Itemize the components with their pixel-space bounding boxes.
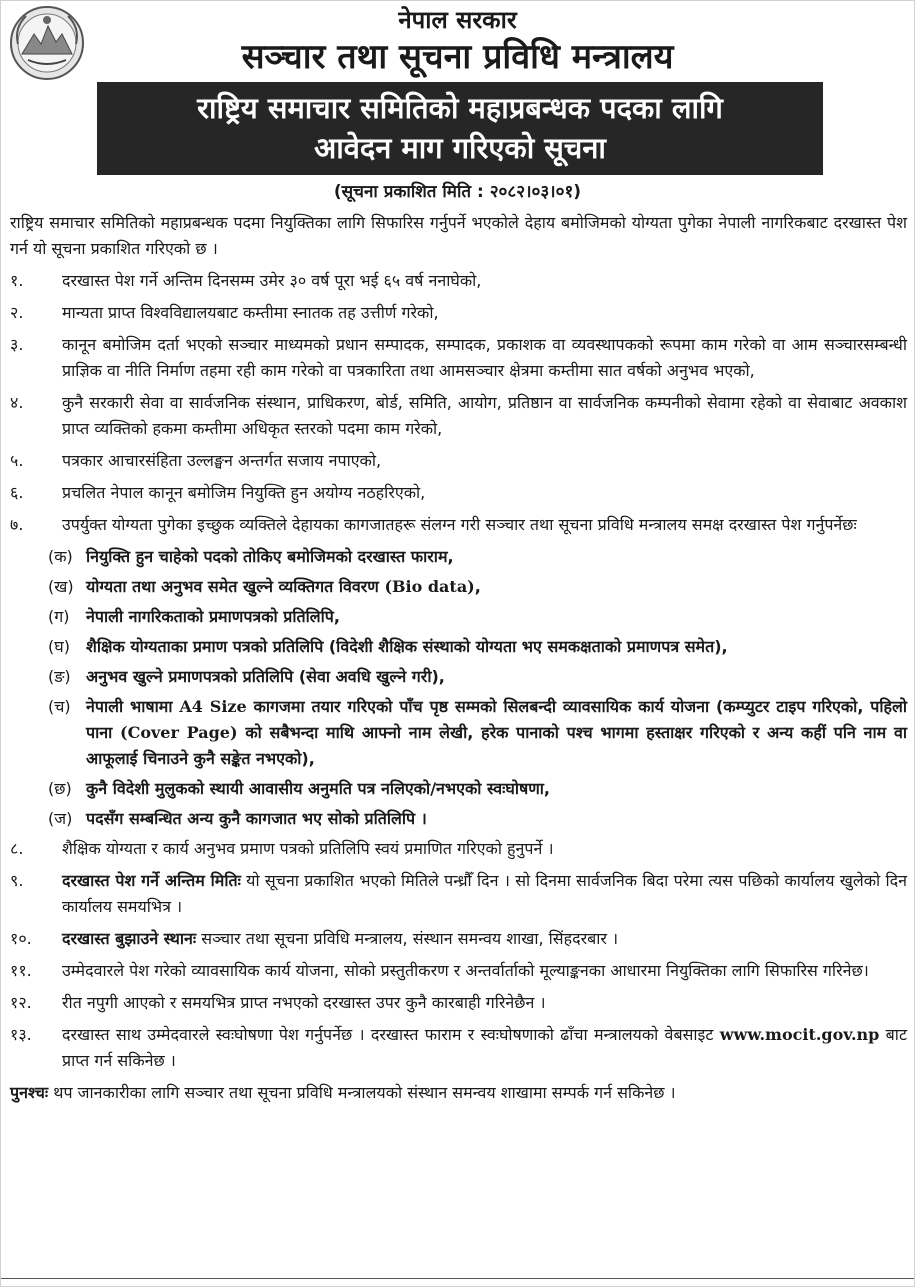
- item-number: ६.: [10, 483, 24, 502]
- item-number: १.: [10, 271, 24, 290]
- item-number: १२.: [10, 993, 32, 1012]
- item-text: [62, 868, 907, 920]
- government-title: नेपाल सरकार: [398, 6, 517, 34]
- sub-item-text: कुनै विदेशी मुलुकको स्थायी आवासीय अनुमति पत्र नलिएको/नभएको स्वःघोषणा,: [86, 779, 551, 798]
- list-item: [10, 926, 907, 952]
- sub-item-number: (घ): [48, 637, 70, 656]
- footnote-text: थप जानकारीका लागि सञ्चार तथा सूचना प्रविधि मन्त्रालयको संस्थान समन्वय शाखामा सम्पर्क गर्न सकिनेछ ।: [48, 1083, 676, 1102]
- list-item: [10, 448, 907, 474]
- footnote: [10, 1080, 907, 1106]
- list-item: [10, 300, 907, 326]
- bottom-divider: [0, 1278, 915, 1279]
- item-number: ९.: [10, 871, 24, 890]
- list-item: [10, 332, 907, 384]
- item-text-part: दरखास्त साथ उम्मेदवारले स्वःघोषणा पेश गर्नुपर्नेछ । दरखास्त फाराम र स्वःघोषणाको ढाँचा मन्त्रालयको वेबसाइट: [62, 1025, 720, 1044]
- sub-item-text: [86, 664, 907, 690]
- intro-paragraph: राष्ट्रिय समाचार समितिको महाप्रबन्धक पदमा नियुक्तिका लागि सिफारिस गर्नुपर्ने भएकोले देहाय बमोजिमको योग्यता पुगेका नेपाली नागरिकबाट दरखास्त पेश गर्न यो सूचना प्रकाशित गरिएको छ ।: [10, 213, 907, 258]
- sub-item-number: (क): [48, 547, 73, 566]
- item-text: रीत नपुगी आएको र समयभित्र प्राप्त नभएको दरखास्त उपर कुनै कारबाही गरिनेछैन ।: [62, 993, 546, 1012]
- sub-item-ja: [10, 806, 907, 832]
- sub-item-text: नियुक्ति हुन चाहेको पदको तोकिए बमोजिमको दरखास्त फाराम,: [86, 547, 454, 566]
- sub-item-number: (छ): [48, 779, 72, 798]
- list-item: [10, 480, 907, 506]
- bio-data-term: (Bio data): [384, 577, 475, 596]
- sub-item-text: नेपाली नागरिकताको प्रमाणपत्रको प्रतिलिपि,: [86, 607, 340, 626]
- ministry-title: सञ्चार तथा सूचना प्रविधि मन्त्रालय: [241, 37, 674, 77]
- sub-item-text-part: कागजमा तयार गरिएको पाँच पृष्ठ सम्मको सिलबन्दी व्यावसायिक कार्य योजना: [246, 697, 710, 716]
- item-text-part: यो सूचना प्रकाशित भएको मितिले पन्ध्रौँ दिन । सो दिनमा सार्वजनिक बिदा परेमा त्यस पछिको कार्यालय खुलेको दिन कार्यालय समयभित्र ।: [62, 871, 908, 916]
- sub-item-text: [86, 634, 907, 660]
- item-number: ७.: [10, 515, 24, 534]
- sub-item-ka: [10, 544, 907, 570]
- item-number: १३.: [10, 1025, 32, 1044]
- item-text: पत्रकार आचारसंहिता उल्लङ्घन अन्तर्गत सजाय नपाएको,: [62, 451, 382, 470]
- sub-item-text-part: को सबैभन्दा माथि आफ्नो नाम लेखी, हरेक पानाको पश्च भागमा हस्ताक्षर गरिएको र अन्य कहीं पनि नाम वा आफूलाई चिनाउने कुनै सङ्केत नभएको),: [86, 723, 907, 768]
- item-text: उपर्युक्त योग्यता पुगेका इच्छुक व्यक्तिले देहायका कागजातहरू संलग्न गरी सञ्चार तथा सूचना प्रविधि मन्त्रालय समक्ष दरखास्त पेश गर्नुपर्नेछः: [62, 515, 857, 534]
- sub-item-text-part: नेपाली भाषामा: [86, 697, 180, 716]
- item-text: [62, 1022, 907, 1074]
- sub-item-number: (ख): [48, 577, 74, 596]
- sub-item-text-part: ,: [474, 577, 481, 596]
- item-text: मान्यता प्राप्त विश्वविद्यालयबाट कम्तीमा स्नातक तह उत्तीर्ण गरेको,: [62, 303, 439, 322]
- list-item: [10, 390, 907, 442]
- item-text: कानून बमोजिम दर्ता भएको सञ्चार माध्यमको प्रधान सम्पादक, सम्पादक, प्रकाशक वा व्यवस्थापकको रूपमा काम गरेको वा आम सञ्चारसम्बन्धी प्राज्ञिक वा नीति निर्माण तहमा रही काम गरेको वा पत्रकारिता तथा आमसञ्चार क्षेत्रमा कम्तीमा सात वर्षको अनुभव भएको,: [62, 335, 907, 380]
- item-number: ३.: [10, 335, 24, 354]
- list-item: [10, 836, 907, 862]
- sub-item-gha: [10, 634, 907, 660]
- sub-item-text-part: शैक्षिक योग्यताका प्रमाण पत्रको प्रतिलिपि: [86, 637, 324, 656]
- sub-item-number: (ङ): [48, 667, 71, 686]
- sub-item-text: [86, 694, 907, 772]
- item-number: ४.: [10, 393, 24, 412]
- sub-item-text: [86, 574, 907, 600]
- list-item: [10, 958, 907, 984]
- item-text-part: बाट प्राप्त गर्न सकिनेछ ।: [62, 1025, 908, 1070]
- item-number: ८.: [10, 839, 24, 858]
- a4-size-term: A4 Size: [179, 697, 247, 716]
- list-item: [10, 1022, 907, 1074]
- list-item: [10, 868, 907, 920]
- item-number: २.: [10, 303, 24, 322]
- sub-item-text: पदसँग सम्बन्धित अन्य कुनै कागजात भए सोको प्रतिलिपि ।: [86, 809, 427, 828]
- item-number: ५.: [10, 451, 24, 470]
- item-text: शैक्षिक योग्यता र कार्य अनुभव प्रमाण पत्रको प्रतिलिपि स्वयं प्रमाणित गरिएको हुनुपर्ने ।: [62, 839, 554, 858]
- sub-item-number: (ग): [48, 607, 70, 626]
- notice-body: [10, 210, 907, 1106]
- sub-item-text-part: (कम्प्युटर टाइप गरिएको, पहिलो पाना: [86, 697, 907, 742]
- item-text: [62, 926, 907, 952]
- sub-item-number: (ज): [48, 809, 73, 828]
- sub-item-chha: [10, 776, 907, 802]
- cover-page-term: (Cover Page): [120, 723, 238, 742]
- sub-item-ga: [10, 604, 907, 630]
- sub-item-number: (च): [48, 697, 71, 716]
- item-number: १०.: [10, 929, 32, 948]
- item-text-part: सञ्चार तथा सूचना प्रविधि मन्त्रालय, संस्थान समन्वय शाखा, सिंहदरबार ।: [196, 929, 619, 948]
- list-item: [10, 990, 907, 1016]
- item-text: कुनै सरकारी सेवा वा सार्वजनिक संस्थान, प्राधिकरण, बोर्ड, समिति, आयोग, प्रतिष्ठान वा सार्वजनिक कम्पनीको सेवामा रहेको वा सेवाबाट अवकाश प्राप्त व्यक्तिको हकमा कम्तीमा अधिकृत स्तरको पदमा काम गरेको,: [62, 393, 907, 438]
- publication-date: (सूचना प्रकाशित मिति : २०८२।०३।०१): [333, 182, 582, 202]
- item-number: ११.: [10, 961, 32, 980]
- sub-item-kha: [10, 574, 907, 600]
- banner-line-2: आवेदन माग गरिएको सूचना: [314, 131, 606, 165]
- list-item: [10, 268, 907, 294]
- sub-item-text-part: योग्यता तथा अनुभव समेत खुल्ने व्यक्तिगत विवरण: [86, 577, 379, 596]
- notice-banner: [97, 82, 823, 175]
- sub-item-text-part: अनुभव खुल्ने प्रमाणपत्रको प्रतिलिपि: [86, 667, 294, 686]
- sub-item-cha: [10, 694, 907, 772]
- list-item: [10, 512, 907, 538]
- sub-item-text-part: (विदेशी शैक्षिक संस्थाको योग्यता भए समकक्षताको प्रमाणपत्र समेत),: [323, 637, 728, 656]
- submission-place-label: दरखास्त बुझाउने स्थानः: [62, 929, 197, 948]
- banner-line-1: राष्ट्रिय समाचार समितिको महाप्रबन्धक पदका लागि: [197, 91, 723, 125]
- sub-item-nga: [10, 664, 907, 690]
- website-link[interactable]: www.mocit.gov.np: [719, 1025, 880, 1044]
- sub-item-text-part: (सेवा अवधि खुल्ने गरी),: [293, 667, 445, 686]
- item-text: दरखास्त पेश गर्ने अन्तिम दिनसम्म उमेर ३० वर्ष पूरा भई ६५ वर्ष ननाघेको,: [62, 271, 482, 290]
- item-text: उम्मेदवारले पेश गरेको व्यावसायिक कार्य योजना, सोको प्रस्तुतीकरण र अन्तर्वार्ताको मूल्याङ्कनका आधारमा नियुक्तिका लागि सिफारिस गरिनेछ।: [62, 961, 869, 980]
- footnote-label: पुनश्चः: [10, 1083, 49, 1102]
- item-text: प्रचलित नेपाल कानून बमोजिम नियुक्ति हुन अयोग्य नठहरिएको,: [62, 483, 426, 502]
- deadline-label: दरखास्त पेश गर्ने अन्तिम मितिः: [62, 871, 241, 890]
